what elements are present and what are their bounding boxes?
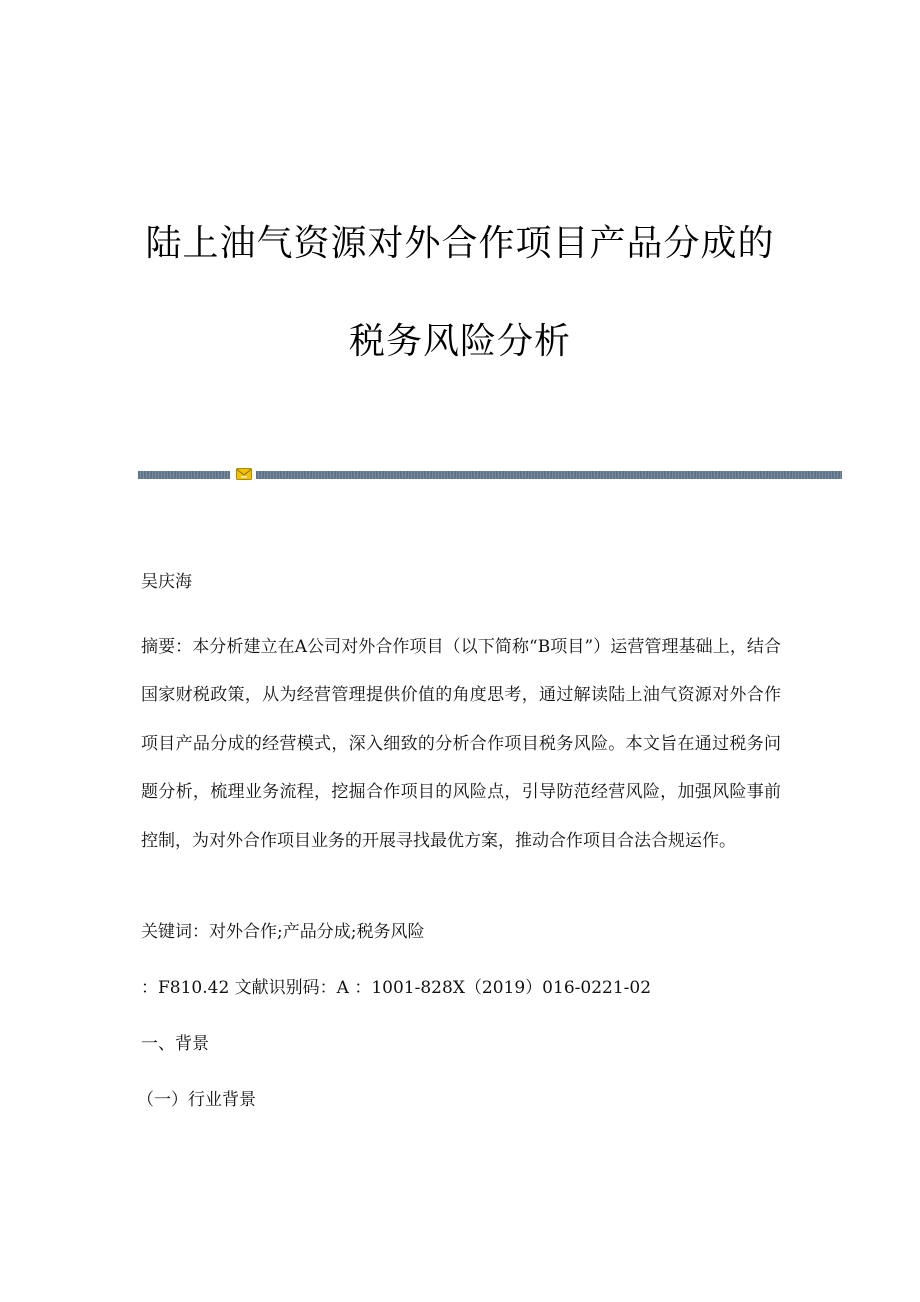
subsection-heading-1: （一）行业背景	[137, 1090, 256, 1110]
paper-title-line-1: 陆上油气资源对外合作项目产品分成的	[145, 223, 775, 264]
author-name: 吴庆海	[141, 572, 192, 592]
envelope-icon	[236, 468, 252, 480]
section-heading-1: 一、背景	[141, 1034, 209, 1054]
abstract-paragraph: 摘要：本分析建立在A公司对外合作项目（以下简称“B项目”）运营管理基础上，结合国家财税政策，从为经营管理提供价值的角度思考，通过解读陆上油气资源对外合作项目产品分成的经营模式，深入细致的分析合作项目税务风险。本文旨在通过税务问题分析，梳理业务流程，挖掘合作项目的风险点，引导防范经营风险，加强风险事前控制，为对外合作项目业务的开展寻找最优方案，推动合作项目合法合规运作。	[141, 637, 781, 851]
title-divider	[138, 471, 842, 479]
divider-bar-right	[256, 471, 842, 479]
paper-title-line-2: 税务风险分析	[348, 321, 571, 362]
keywords-line: 关键词：对外合作;产品分成;税务风险	[141, 922, 425, 942]
classification-line: ：F810.42 文献识别码：A ：1001-828X（2019）016-0221-02	[141, 978, 652, 998]
divider-bar-left	[138, 471, 230, 479]
